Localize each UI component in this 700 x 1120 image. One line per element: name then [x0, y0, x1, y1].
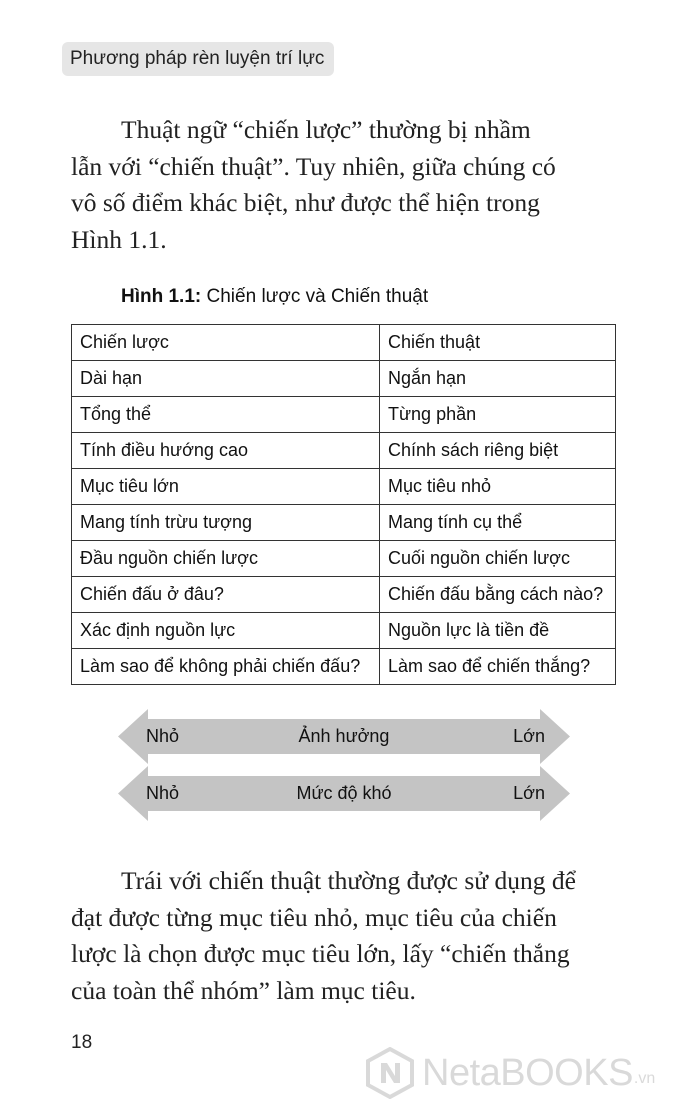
closing-line-1: Trái với chiến thuật thường được sử dụng để: [121, 866, 576, 895]
table-row: [72, 469, 616, 505]
scale-arrow-influence: [118, 709, 570, 764]
table-row: [72, 361, 616, 397]
closing-line-2: đạt được từng mục tiêu nhỏ, mục tiêu của chiến: [71, 902, 557, 932]
scale-right-label: Lớn: [513, 783, 545, 803]
publisher-watermark: [364, 1047, 655, 1099]
table-row: [72, 505, 616, 541]
intro-line-4: Hình 1.1.: [71, 224, 167, 254]
comparison-table: [71, 324, 616, 685]
scale-arrow-difficulty: [118, 766, 570, 821]
intro-paragraph: [71, 112, 616, 258]
intro-line-1: Thuật ngữ “chiến lược” thường bị nhầm: [121, 115, 531, 144]
scale-right-label: Lớn: [513, 726, 545, 746]
scale-left-label: Nhỏ: [146, 783, 180, 803]
figure-caption: Chiến lược và Chiến thuật: [206, 286, 429, 307]
table-row: [72, 433, 616, 469]
scale-left-label: Nhỏ: [146, 726, 180, 746]
closing-paragraph: [71, 863, 616, 1009]
table-row: [72, 541, 616, 577]
strategy-cell: Mục tiêu lớn: [72, 469, 380, 505]
tactic-cell: Chiến thuật: [380, 325, 616, 361]
strategy-cell: Tính điều hướng cao: [72, 433, 380, 469]
strategy-cell: Dài hạn: [72, 361, 380, 397]
scale-center-label: Mức độ khó: [296, 783, 392, 803]
page-number: 18: [71, 1032, 93, 1053]
intro-line-2: lẫn với “chiến thuật”. Tuy nhiên, giữa chúng có: [71, 151, 556, 181]
strategy-cell: Chiến đấu ở đâu?: [72, 577, 380, 613]
tactic-cell: Mục tiêu nhỏ: [380, 469, 616, 505]
scale-center-label: Ảnh hưởng: [298, 726, 390, 746]
publisher-logo-icon: [364, 1047, 416, 1099]
table-row: [72, 613, 616, 649]
figure-label: Hình 1.1:: [121, 286, 202, 307]
tactic-cell: Nguồn lực là tiền đề: [380, 613, 616, 649]
watermark-suffix: .vn: [633, 1070, 656, 1087]
running-header-title: Phương pháp rèn luyện trí lực: [70, 48, 325, 69]
figure-title: [121, 286, 428, 308]
strategy-cell: Chiến lược: [72, 325, 380, 361]
table-row: [72, 325, 616, 361]
closing-line-3: lược là chọn được mục tiêu lớn, lấy “chiến thắng: [71, 939, 570, 968]
strategy-cell: Tổng thể: [72, 397, 380, 433]
strategy-cell: Mang tính trừu tượng: [72, 505, 380, 541]
tactic-cell: Chiến đấu bằng cách nào?: [380, 577, 616, 613]
strategy-cell: Xác định nguồn lực: [72, 613, 380, 649]
tactic-cell: Từng phần: [380, 397, 616, 433]
table-row: [72, 397, 616, 433]
tactic-cell: Làm sao để chiến thắng?: [380, 649, 616, 685]
table-row: [72, 649, 616, 685]
running-header: [62, 42, 334, 76]
watermark-text: NetaBOOKS: [422, 1051, 633, 1094]
closing-line-4: của toàn thể nhóm” làm mục tiêu.: [71, 975, 416, 1005]
table-row: [72, 577, 616, 613]
strategy-cell: Làm sao để không phải chiến đấu?: [72, 649, 380, 685]
intro-line-3: vô số điểm khác biệt, như được thể hiện trong: [71, 188, 540, 217]
strategy-cell: Đầu nguồn chiến lược: [72, 541, 380, 577]
tactic-cell: Chính sách riêng biệt: [380, 433, 616, 469]
tactic-cell: Cuối nguồn chiến lược: [380, 541, 616, 577]
tactic-cell: Mang tính cụ thể: [380, 505, 616, 541]
tactic-cell: Ngắn hạn: [380, 361, 616, 397]
